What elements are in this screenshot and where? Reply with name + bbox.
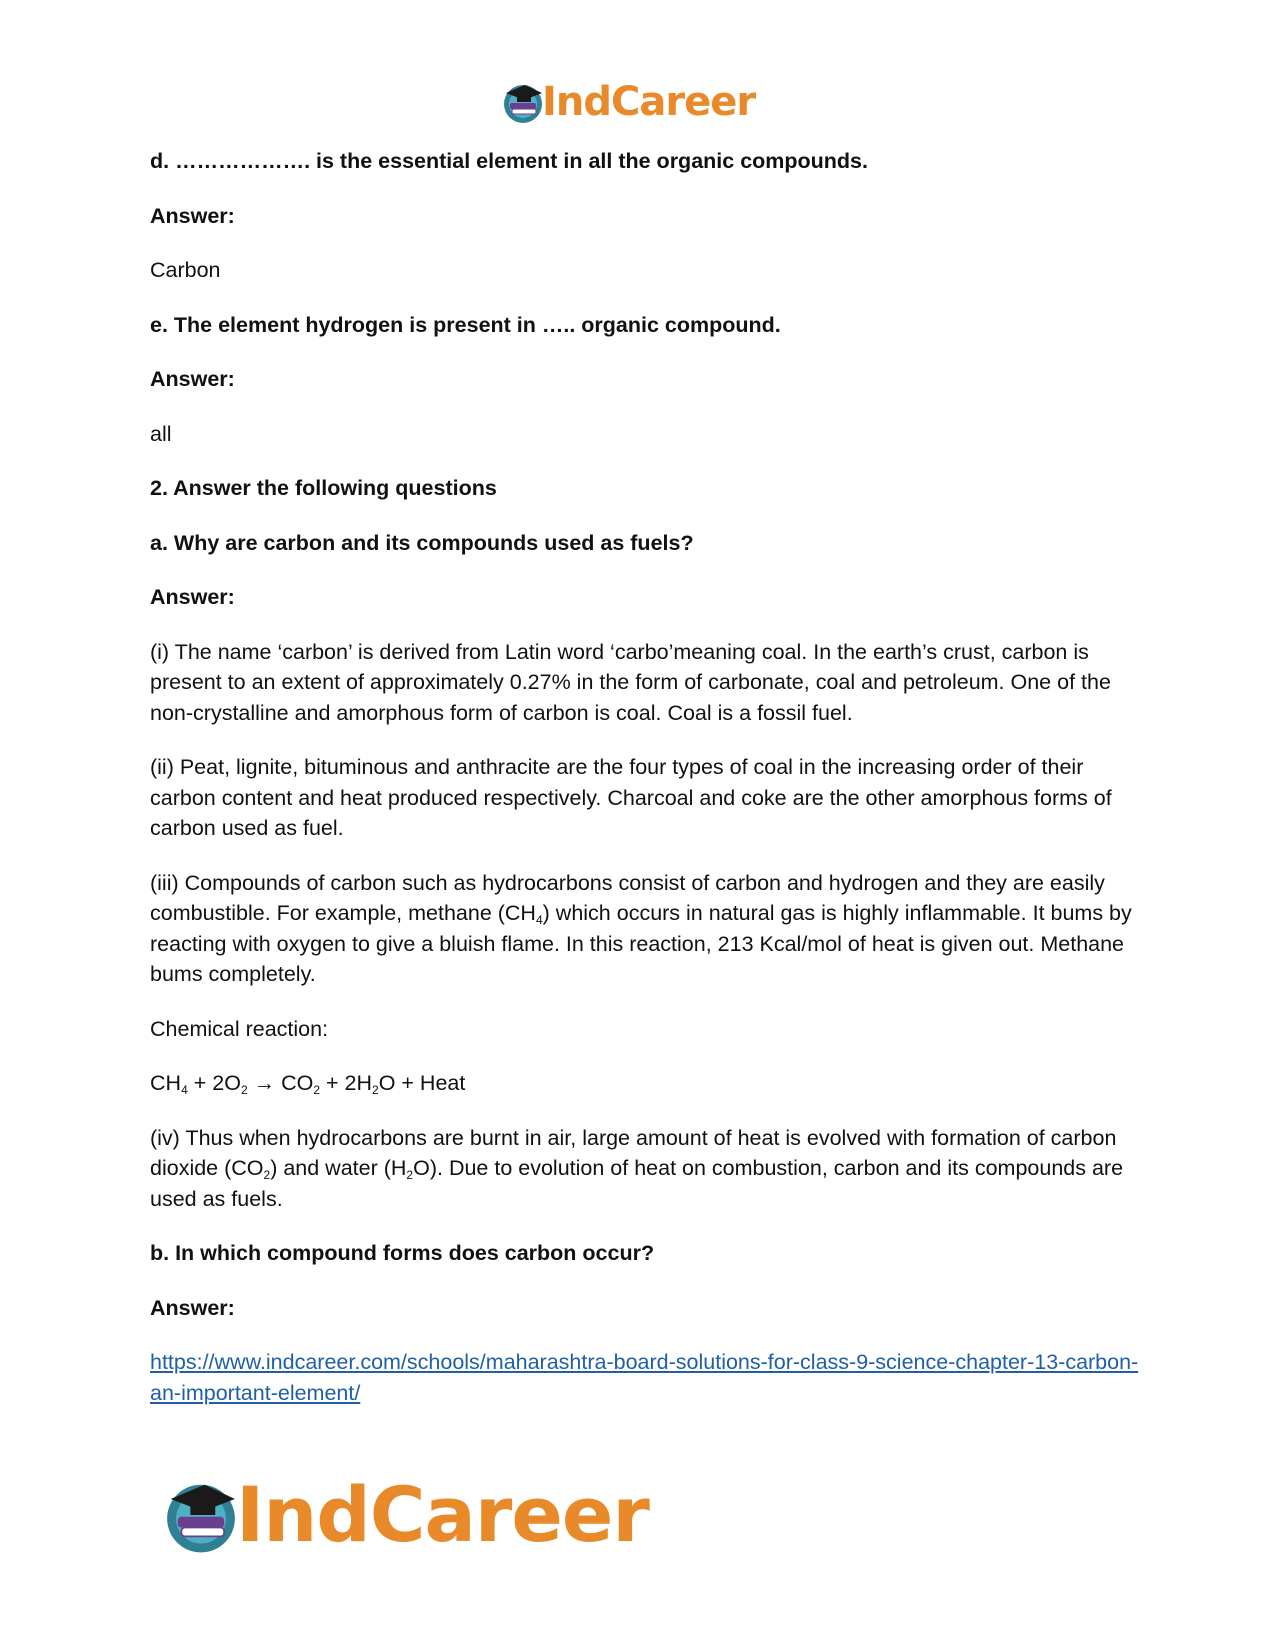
question-b: b. In which compound forms does carbon occur?: [150, 1241, 655, 1265]
graduation-cap-icon: [500, 79, 546, 125]
header-logo: [500, 78, 755, 126]
answer-label: Answer:: [150, 367, 235, 391]
question-d: d. ………………. is the essential element in all the organic compounds.: [150, 149, 868, 173]
answer-e: all: [150, 421, 172, 446]
document-body: [150, 146, 1140, 1432]
paragraph-iii: (iii) Compounds of carbon such as hydrocarbons consist of carbon and hydrogen and they are easily combustible. For example, methane $(CH_4)$ which occurs in natural gas is highly inflammable. It bums by reacting with oxygen to give a bluish flame. In this reaction, 213 Kcal/mol of heat is given out. Methane bums completely.: [150, 870, 1132, 986]
answer-d: Carbon: [150, 258, 221, 282]
paragraph-i: (i) The name ‘carbon’ is derived from Latin word ‘carbo’meaning coal. In the earth’s crust, carbon is present to an extent of approximately 0.27% in the form of carbonate, coal and petroleum. One of the non-crystalline and amorphous form of carbon is coal. Coal is a fossil fuel.: [150, 639, 1111, 725]
paragraph-iv: (iv) Thus when hydrocarbons are burnt in air, large amount of heat is evolved with formation of carbon dioxide $(CO_2)$ and water $(H_2O)$. Due to evolution of heat on combustion, carbon and its compounds are used as fuels.: [150, 1125, 1124, 1211]
footer-logo: [160, 1470, 649, 1559]
chemical-equation: $CH_4 + 2O_2 \to CO_2 + 2H_2O$ + Heat: [150, 1071, 466, 1097]
answer-label: Answer:: [150, 585, 235, 609]
section-heading: 2. Answer the following questions: [150, 476, 497, 500]
footer-logo-text: IndCareer: [236, 1470, 649, 1559]
answer-label: Answer:: [150, 203, 235, 228]
answer-label: Answer:: [150, 1295, 235, 1320]
graduation-cap-icon: [160, 1474, 242, 1556]
header-logo-text: IndCareer: [542, 79, 756, 125]
source-link[interactable]: https://www.indcareer.com/schools/maharashtra-board-solutions-for-class-9-science-chapter-13-carbon-an-important-element/: [150, 1350, 1139, 1405]
paragraph-ii: (ii) Peat, lignite, bituminous and anthracite are the four types of coal in the increasing order of their carbon content and heat produced respectively. Charcoal and coke are the other amorphous forms of carbon used as fuel.: [150, 755, 1112, 840]
question-e: e. The element hydrogen is present in ….. organic compound.: [150, 312, 781, 337]
question-a: a. Why are carbon and its compounds used as fuels?: [150, 530, 694, 555]
chemical-reaction-label: Chemical reaction:: [150, 1016, 329, 1041]
